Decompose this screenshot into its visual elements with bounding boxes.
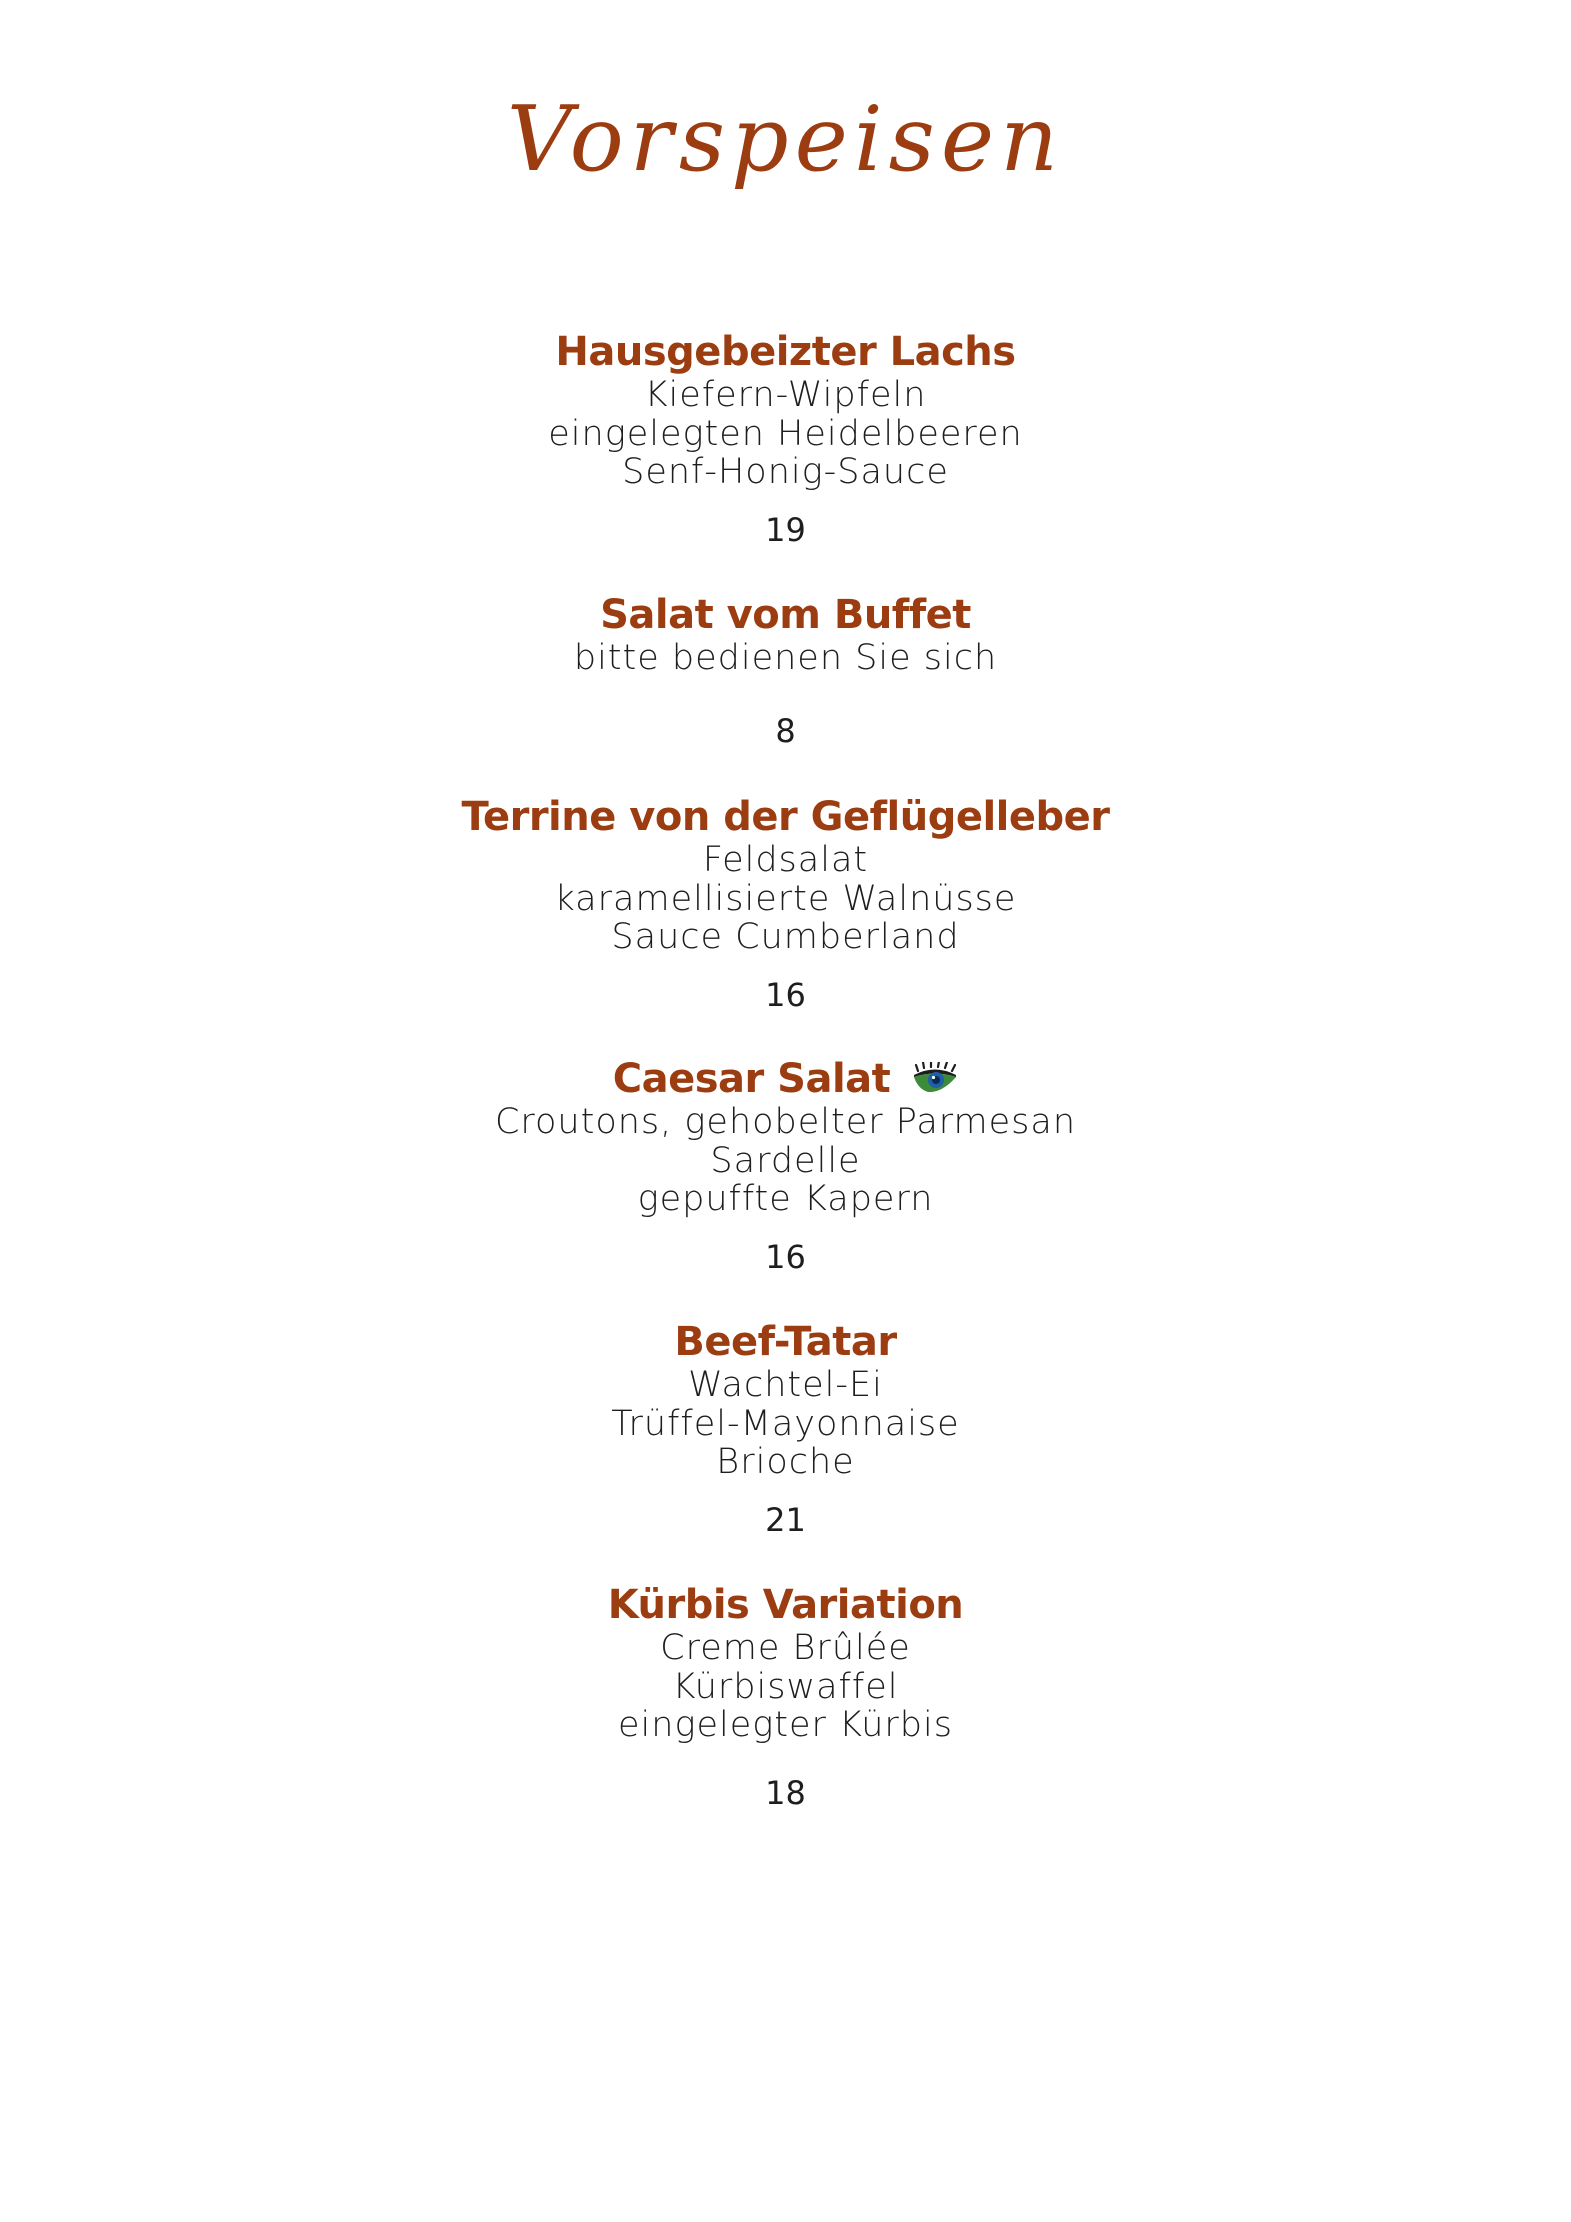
dish-item xyxy=(0,1055,1571,1277)
dish-description-line: eingelegter Kürbis xyxy=(618,1705,953,1745)
dish-name: Beef-Tatar xyxy=(674,1319,897,1365)
dish-name xyxy=(613,1055,959,1103)
dish-description-line: Sauce Cumberland xyxy=(611,917,960,957)
page-title: Vorspeisen xyxy=(506,87,1065,192)
dish-price: 16 xyxy=(765,975,806,1014)
dish-name: Hausgebeizter Lachs xyxy=(555,329,1016,375)
dish-item xyxy=(0,1318,1571,1540)
dish-price: 8 xyxy=(775,711,796,750)
dish-item xyxy=(0,591,1571,751)
dish-name: Kürbis Variation xyxy=(607,1582,964,1628)
dish-description-line: gepuffte Kapern xyxy=(637,1179,934,1219)
dish-name: Salat vom Buffet xyxy=(600,592,971,638)
dish-description-line: eingelegten Heidelbeeren xyxy=(548,413,1023,454)
dish-description-line: Feldsalat xyxy=(702,840,869,880)
dish-description-line: Sardelle xyxy=(710,1140,861,1181)
eye-icon xyxy=(912,1062,958,1096)
dish-name-text: Caesar Salat xyxy=(612,1056,891,1102)
dish-description-line: Trüffel-Mayonnaise xyxy=(611,1403,960,1444)
dish-description-line: Senf-Honig-Sauce xyxy=(622,452,949,492)
dish-description-line: Croutons, gehobelter Parmesan xyxy=(494,1102,1077,1142)
dish-description-line: Kürbiswaffel xyxy=(672,1666,899,1707)
dish-item xyxy=(0,328,1571,550)
dish-description-line: Creme Brûlée xyxy=(660,1628,911,1668)
dish-price: 18 xyxy=(765,1773,806,1812)
dish-description-line: Kiefern-Wipfeln xyxy=(644,375,927,415)
dish-item xyxy=(0,1581,1571,1813)
dish-item xyxy=(0,793,1571,1015)
dish-description-line: karamellisierte Walnüsse xyxy=(554,878,1017,919)
dish-description-line: Brioche xyxy=(716,1442,855,1482)
dish-description-line: Wachtel-Ei xyxy=(688,1365,883,1405)
dish-description-line: bitte bedienen Sie sich xyxy=(573,638,998,678)
dish-price: 21 xyxy=(765,1500,806,1539)
dish-price: 19 xyxy=(765,510,806,549)
dish-price: 16 xyxy=(765,1237,806,1276)
dish-name: Terrine von der Geflügelleber xyxy=(461,794,1110,840)
